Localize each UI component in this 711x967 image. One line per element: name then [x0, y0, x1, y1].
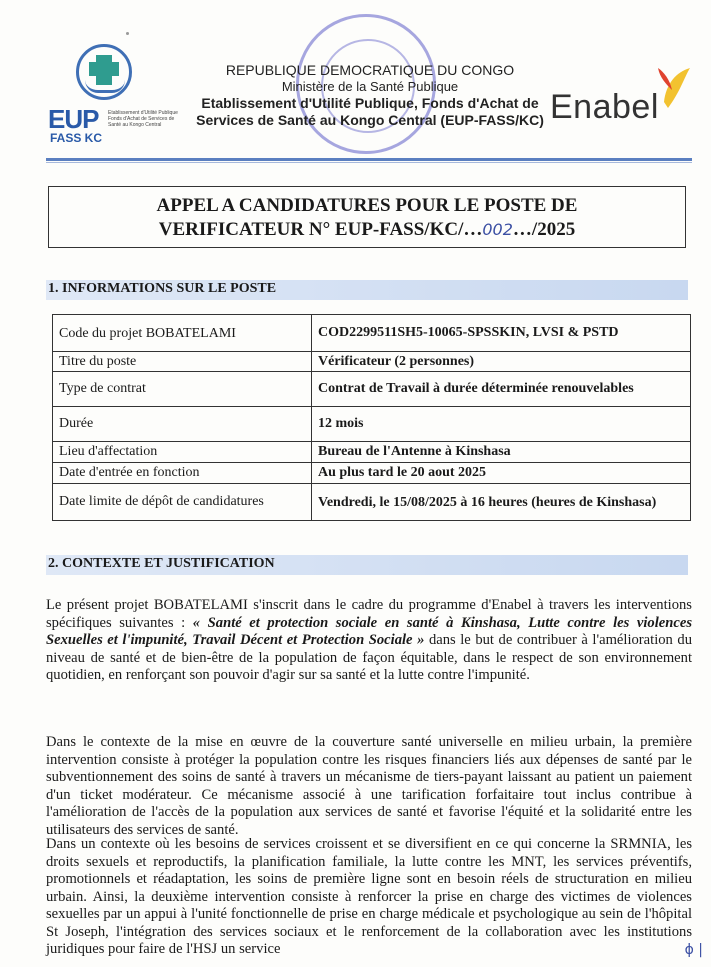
document-title-line2: VERIFICATEUR N° EUP-FASS/KC/…002…/2025	[158, 219, 576, 240]
table-cell-key: Lieu d'affectation	[53, 442, 312, 463]
paragraph-first-intervention: Dans le contexte de la mise en œuvre de la couverture santé universelle en milieu urbain, la première intervention consiste à protéger la population contre les risques financiers liés aux dépenses de santé par le subventionnement des soins de santé à travers un mécanisme de tiers-payant laissant au patient un paiement d'un ticket modérateur. Ce mécanisme associé à une tarification forfaitaire tout inclus contribue à l'amélioration de l'accès de la population aux services de santé et favorise l'équité et la solidarité entre les utilisateurs des services de santé.	[46, 734, 692, 838]
ministry-name: Ministère de la Santé Publique	[281, 79, 459, 94]
health-cross-icon	[76, 44, 132, 100]
country-name: REPUBLIQUE DEMOCRATIQUE DU CONGO	[225, 62, 515, 78]
table-cell-key: Date limite de dépôt de candidatures	[53, 484, 312, 521]
table-row	[53, 442, 691, 463]
table-cell-value: Vérificateur (2 personnes)	[312, 352, 691, 372]
table-row	[53, 484, 691, 521]
table-cell-value: Contrat de Travail à durée déterminée renouvelables	[312, 372, 691, 407]
institution-name-line1: Etablissement d'Utilité Publique, Fonds d'Achat de	[201, 95, 539, 111]
table-cell-value: 12 mois	[312, 407, 691, 442]
table-row	[53, 315, 691, 352]
scan-speck	[126, 32, 129, 35]
institution-name-line2: Services de Santé au Kongo Central (EUP-FASS/KC)	[196, 112, 544, 128]
eup-logo-subtext: FASS KC	[50, 131, 103, 145]
table-cell-key: Code du projet BOBATELAMI	[53, 315, 312, 352]
post-info-table	[52, 314, 691, 521]
table-cell-key: Titre du poste	[53, 352, 312, 372]
table-cell-key: Durée	[53, 407, 312, 442]
header-divider-thin	[46, 162, 692, 163]
header-divider	[46, 158, 692, 161]
paragraph-second-intervention: Dans un contexte où les besoins de services croissent et se diversifient en ce qui concerne la SRMNIA, les droits sexuels et reproductifs, la planification familiale, la lutte contre les MNT, les services préventifs, promotionnels et réadaptation, les soins de première ligne sont en besoin réels de structuration en milieu urbain. Ainsi, la deuxième intervention consiste à renforcer la prise en charge des victimes de violences sexuelles par un appui à l'unité fonctionnelle de prise en charge médicale et psychologique au sein de l'hôpital St Joseph, l'intégration des services sociaux et le renforcement de la collaboration avec les institutions juridiques pour faire de l'HSJ un service	[46, 836, 692, 957]
eup-logo-text: EUP	[48, 104, 99, 134]
section-heading-post-info: 1. INFORMATIONS SUR LE POSTE	[46, 280, 688, 300]
table-cell-value: COD2299511SH5-10065-SPSSKIN, LVSI & PSTD	[312, 315, 691, 352]
table-row	[53, 407, 691, 442]
table-cell-value: Vendredi, le 15/08/2025 à 16 heures (heures de Kinshasa)	[312, 484, 691, 521]
enabel-logo-mark-icon	[654, 62, 694, 122]
letterhead	[190, 62, 550, 129]
table-row	[53, 352, 691, 372]
table-row	[53, 372, 691, 407]
eup-fass-logo	[48, 44, 178, 159]
paragraph-intro: Le présent projet BOBATELAMI s'inscrit dans le cadre du programme d'Enabel à travers les interventions spécifiques suivantes : « Santé et protection sociale en santé à Kinshasa, Lutte contre les violences Sexuelles et l'impunité, Travail Décent et Protection Sociale » dans le but de contribuer à l'amélioration du niveau de santé et de bien-être de la population de façon équitable, dans le respect de son environnement quotidien, en renforçant son pouvoir d'agir sur sa santé et la lutte contre l'impunité.	[46, 597, 692, 683]
table-cell-key: Type de contrat	[53, 372, 312, 407]
table-cell-key: Date d'entrée en fonction	[53, 463, 312, 484]
table-cell-value: Bureau de l'Antenne à Kinshasa	[312, 442, 691, 463]
handwritten-number: 002	[482, 220, 513, 239]
table-cell-value: Au plus tard le 20 aout 2025	[312, 463, 691, 484]
initials-mark: ϕ |	[684, 942, 703, 958]
section-heading-context: 2. CONTEXTE ET JUSTIFICATION	[46, 555, 688, 575]
eup-logo-description: Etablissement d'Utilité Publique Fonds d'Achat de Services de Santé au Kongo Central	[108, 110, 178, 128]
interventions-list: « Santé et protection sociale en santé à Kinshasa, Lutte contre les violences Sexuelles et l'impunité, Travail Décent et Protection Sociale »	[46, 614, 692, 648]
document-title-line1: APPEL A CANDIDATURES POUR LE POSTE DE	[156, 195, 578, 216]
table-row	[53, 463, 691, 484]
document-title-box	[48, 186, 686, 248]
enabel-logo-text: Enabel	[550, 88, 659, 126]
